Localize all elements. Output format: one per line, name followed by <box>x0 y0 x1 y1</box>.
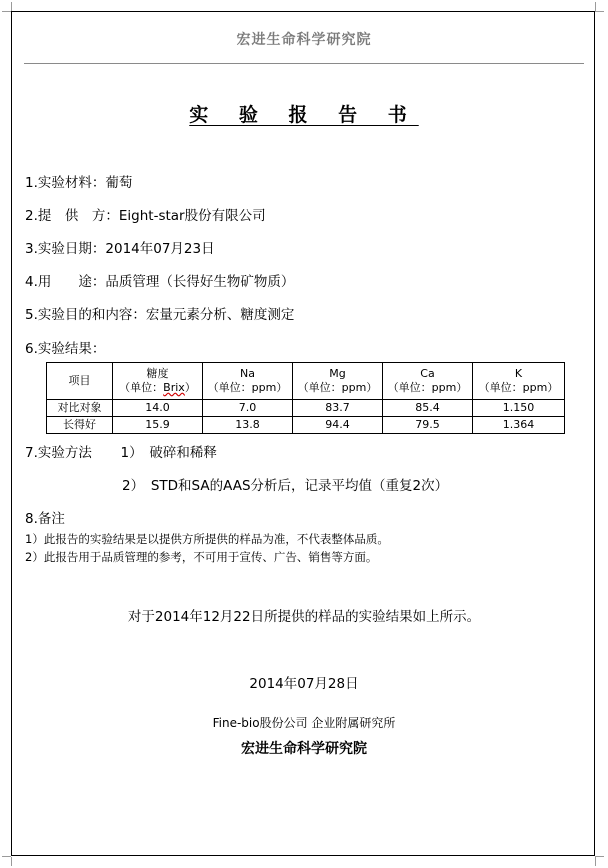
table-cell: 长得好 <box>47 417 113 434</box>
footer-institute: 宏进生命科学研究院 <box>241 741 367 757</box>
field-value: 葡萄 <box>105 175 133 191</box>
table-cell: 1.364 <box>473 417 565 434</box>
method-step-1: 1） 破碎和稀释 <box>120 445 217 461</box>
header-name: K <box>514 367 523 380</box>
header-ca <box>383 363 473 400</box>
header-unit: （单位：ppm） <box>297 381 378 394</box>
table-cell: 13.8 <box>203 417 293 434</box>
table-cell: 1.150 <box>473 400 565 417</box>
field-material <box>25 171 132 191</box>
header-name: 糖度 <box>146 367 169 380</box>
header-sugar <box>113 363 203 400</box>
results-table <box>46 362 565 434</box>
table-cell: 85.4 <box>383 400 473 417</box>
crop-mark-tl <box>11 2 12 11</box>
field-value: 宏量元素分析、糖度测定 <box>145 307 295 323</box>
field-label: 6.实验结果： <box>25 341 106 357</box>
field-label: 1.实验材料： <box>25 175 106 191</box>
header-name: Mg <box>329 367 346 380</box>
note-item: 1）此报告的实验结果是以提供方所提供的样品为准，不代表整体品质。 <box>25 532 389 546</box>
issuer-name: Fine-bio股份公司 企业附属研究所 <box>212 716 396 730</box>
field-label: 2.提 供 方： <box>25 208 119 224</box>
header-divider <box>24 63 584 64</box>
table-cell: 83.7 <box>293 400 383 417</box>
crop-mark-br <box>595 857 596 866</box>
header-mg <box>293 363 383 400</box>
header-unit: （单位：Brix） <box>119 381 196 394</box>
notes-label: 8.备注 <box>25 511 65 527</box>
header-na <box>203 363 293 400</box>
header-unit: （单位：ppm） <box>478 381 559 394</box>
table-cell: 79.5 <box>383 417 473 434</box>
crop-mark-tr <box>595 11 604 12</box>
method-step-2: 2） STD和SA的AAS分析后，记录平均值（重复2次） <box>122 478 449 494</box>
crop-mark-bl <box>11 857 12 866</box>
field-value: 2014年07月23日 <box>105 241 215 257</box>
field-provider <box>25 204 266 224</box>
header-item: 项目 <box>47 363 113 400</box>
table-row <box>47 400 565 417</box>
conclusion-text: 对于2014年12月22日所提供的样品的实验结果如上所示。 <box>127 609 481 625</box>
table-cell: 94.4 <box>293 417 383 434</box>
field-date <box>25 237 215 257</box>
field-value: Eight-star股份有限公司 <box>118 208 266 224</box>
table-cell: 7.0 <box>203 400 293 417</box>
table-row <box>47 417 565 434</box>
field-value: 品质管理（长得好生物矿物质） <box>105 274 295 290</box>
table-cell: 15.9 <box>113 417 203 434</box>
crop-mark-tl <box>2 11 11 12</box>
field-label: 4.用 途： <box>25 274 106 290</box>
crop-mark-br <box>595 856 604 857</box>
field-objective <box>25 303 294 323</box>
header-name: Ca <box>420 367 435 380</box>
field-results <box>25 337 105 357</box>
header-k <box>473 363 565 400</box>
field-label: 5.实验目的和内容： <box>25 307 146 323</box>
field-purpose <box>25 270 294 290</box>
note-item: 2）此报告用于品质管理的参考，不可用于宣传、广告、销售等方面。 <box>25 550 378 564</box>
field-label: 3.实验日期： <box>25 241 106 257</box>
method-section <box>25 441 217 461</box>
document-title <box>0 100 608 127</box>
header-unit: （单位：ppm） <box>207 381 288 394</box>
header-institute: 宏进生命科学研究院 <box>236 32 372 48</box>
table-cell: 对比对象 <box>47 400 113 417</box>
crop-mark-tr <box>595 2 596 11</box>
table-header-row <box>47 363 565 400</box>
report-date: 2014年07月28日 <box>249 676 359 692</box>
header-unit: （单位：ppm） <box>387 381 468 394</box>
crop-mark-bl <box>2 856 11 857</box>
method-label: 7.实验方法 <box>25 445 92 461</box>
header-name: Na <box>240 367 255 380</box>
table-cell: 14.0 <box>113 400 203 417</box>
document-title-text: 实 验 报 告 书 <box>189 104 419 126</box>
brix-unit-text: Brix <box>163 381 185 394</box>
